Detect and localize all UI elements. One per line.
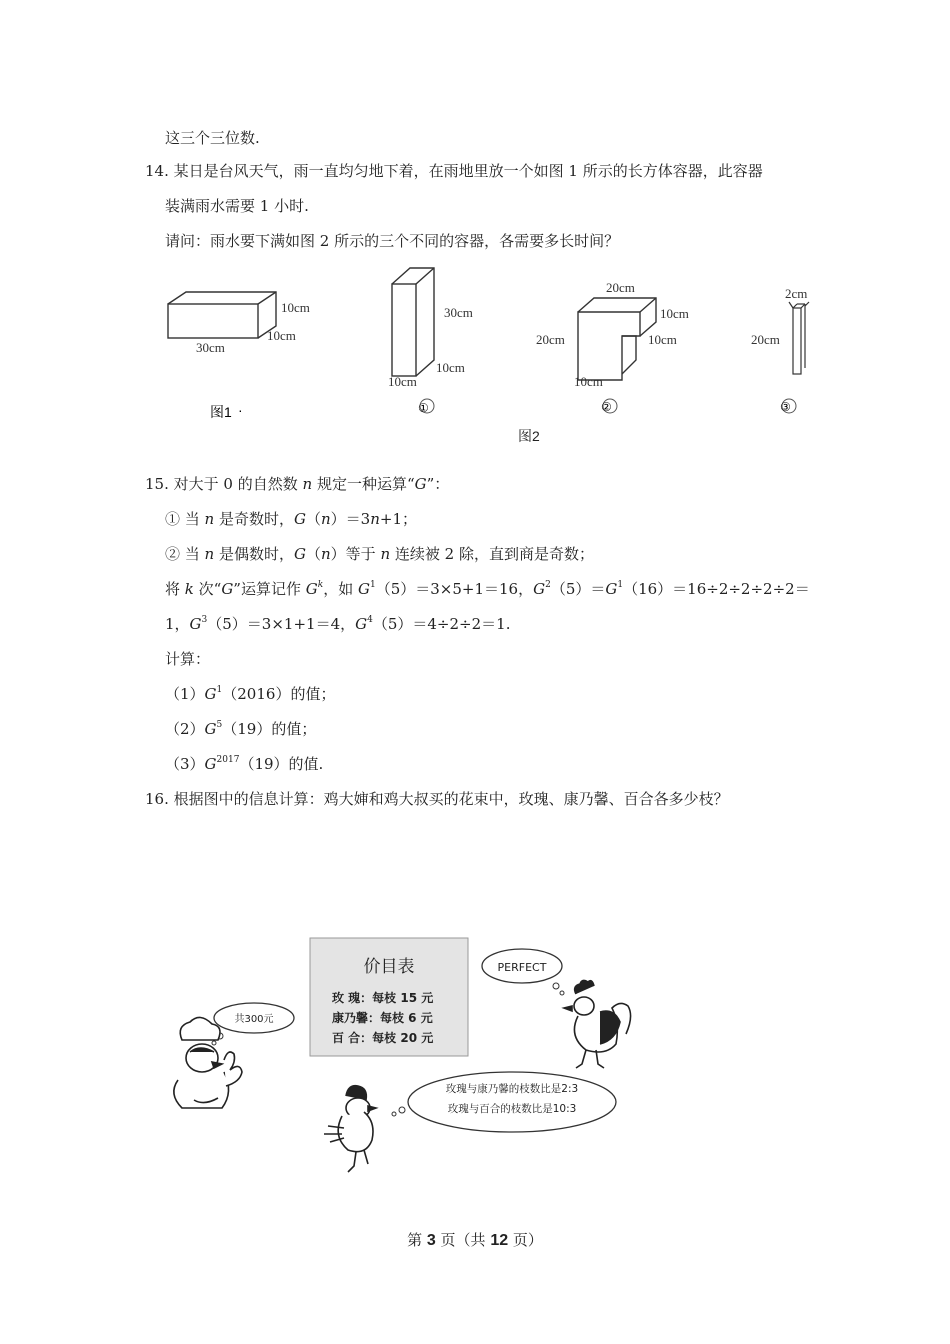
q15-part2 — [165, 719, 316, 739]
figure-1-box — [160, 280, 330, 420]
fig2-caption: 图2 — [518, 428, 540, 444]
fig2-1-caption: ① — [418, 401, 429, 415]
q15-text: ① 当 — [165, 510, 205, 528]
q16-text: 根据图中的信息计算：鸡大婶和鸡大叔买的花束中，玫瑰、康乃馨、百合各多少枝？ — [173, 790, 729, 808]
sup-1: 1 — [617, 580, 624, 590]
bubble-total-text: 共300元 — [234, 1014, 274, 1025]
total-pages: 12 — [490, 1232, 509, 1249]
figure-2-1-tall-box — [380, 262, 500, 422]
q14-text: 某日是台风天气，雨一直均匀地下着，在雨地里放一个如图 1 所示的长方体容器，此容器 — [173, 162, 763, 180]
rooster-icon — [564, 980, 631, 1068]
var-G: G — [294, 545, 306, 563]
q15-example-cont — [165, 614, 510, 634]
fig1-length: 30cm — [196, 340, 225, 355]
fig2-1-length: 10cm — [388, 374, 417, 389]
q15-text: （19）的值； — [222, 720, 317, 738]
var-G: G — [204, 720, 217, 738]
footer-text: 页） — [508, 1231, 543, 1249]
bubble-ratio — [408, 1072, 616, 1132]
hen-with-flowers-icon — [324, 1086, 376, 1172]
q15-text: ② 当 — [165, 545, 205, 563]
q15-text: （1） — [165, 685, 205, 703]
fig2-2-right1: 10cm — [660, 306, 689, 321]
var-n: n — [302, 475, 313, 493]
fig2-3-height: 20cm — [751, 332, 780, 347]
fig1-caption: 图1 — [210, 404, 232, 420]
fig2-3-width: 2cm — [785, 286, 808, 301]
fig1-dot: · — [238, 402, 243, 418]
ratio-line2: 玫瑰与百合的枝数比是10:3 — [447, 1103, 577, 1115]
q14-number: 14. — [145, 162, 169, 180]
q15-rule2 — [165, 544, 594, 564]
q15-rule1 — [165, 509, 417, 529]
q15-text: 1， — [165, 615, 190, 633]
var-n: n — [204, 510, 215, 528]
q15-text: （5）＝ — [550, 580, 606, 598]
var-G: G — [221, 580, 234, 598]
q15-text: ”： — [426, 475, 450, 493]
q15-text: （19）的值. — [239, 755, 324, 773]
fig2-1-width: 10cm — [436, 360, 465, 375]
q15-text: （5）＝4÷2÷2＝1. — [372, 615, 511, 633]
q15-text: 规定一种运算“ — [312, 475, 415, 493]
fig2-2-caption: ② — [601, 400, 612, 414]
var-G: G — [305, 580, 318, 598]
q15-text: 将 — [165, 580, 185, 598]
q15-text: +1； — [379, 510, 418, 528]
var-G: G — [533, 580, 546, 598]
sup-k: k — [317, 580, 324, 590]
sup-1: 1 — [369, 580, 376, 590]
q15-text: ”运算记作 — [233, 580, 306, 598]
var-G: G — [189, 615, 202, 633]
q14-line3: 请问：雨水要下满如图 2 所示的三个不同的容器，各需要多长时间？ — [165, 232, 620, 250]
q15-text: 次“ — [193, 580, 222, 598]
q15-part3 — [165, 754, 323, 774]
figure-2-2-l-shape — [530, 278, 710, 418]
fig2-2-right2: 10cm — [648, 332, 677, 347]
sup-1: 1 — [216, 685, 223, 695]
q15-calc: 计算： — [165, 650, 211, 668]
q15-text: （ — [305, 510, 321, 528]
var-G: G — [204, 755, 217, 773]
bubble-perfect-text: PERFECT — [497, 961, 547, 974]
q15-number: 15. — [145, 475, 169, 493]
q15-text: 连续被 2 除，直到商是奇数； — [390, 545, 594, 563]
fig2-1-height: 30cm — [444, 305, 473, 320]
q16-line — [145, 789, 729, 809]
q15-part1 — [165, 684, 335, 704]
var-n: n — [370, 510, 380, 528]
q15-text: ，如 — [323, 580, 358, 598]
price-carnation: 康乃馨：每枝 6 元 — [332, 1011, 433, 1025]
fig2-3-caption: ③ — [780, 400, 791, 414]
q16-illustration — [160, 930, 650, 1180]
var-n: n — [380, 545, 391, 563]
var-G: G — [605, 580, 618, 598]
sup-2: 2 — [545, 580, 551, 590]
var-G: G — [294, 510, 306, 528]
sup-5: 5 — [216, 720, 223, 730]
figure-2-3-thin-tube — [745, 282, 825, 422]
fig2-2-left: 20cm — [536, 332, 565, 347]
ratio-line1: 玫瑰与康乃馨的枝数比是2:3 — [445, 1083, 579, 1095]
q15-text: 是奇数时， — [214, 510, 294, 528]
q15-text: （3） — [165, 755, 205, 773]
q15-text: （2） — [165, 720, 205, 738]
q13-tail: 这三个三位数. — [165, 129, 260, 147]
sup-3: 3 — [201, 615, 208, 625]
page-number: 3 — [426, 1232, 436, 1249]
var-G: G — [414, 475, 427, 493]
q15-text: （16）＝16÷2÷2÷2÷2＝ — [623, 580, 810, 598]
var-G: G — [357, 580, 370, 598]
var-n: n — [321, 545, 331, 563]
q15-text: （5）＝3×1+1＝4， — [207, 615, 356, 633]
page-footer — [0, 1229, 950, 1250]
q15-text: （2016）的值； — [222, 685, 336, 703]
q15-text: （ — [305, 545, 321, 563]
q15-text: （5）＝3×5+1＝16， — [375, 580, 534, 598]
fig2-2-bottom: 10cm — [574, 374, 603, 389]
sup-4: 4 — [367, 615, 373, 625]
price-rose: 玫 瑰：每枝 15 元 — [332, 991, 434, 1005]
fig2-2-top: 20cm — [606, 280, 635, 295]
q14-line1 — [145, 161, 763, 181]
var-G: G — [204, 685, 217, 703]
q15-text: 对大于 0 的自然数 — [173, 475, 303, 493]
var-n: n — [204, 545, 215, 563]
q15-text: ）＝3 — [330, 510, 371, 528]
var-k: k — [184, 580, 194, 598]
q16-number: 16. — [145, 790, 169, 808]
var-n: n — [321, 510, 331, 528]
price-lily: 百 合：每枝 20 元 — [332, 1031, 434, 1045]
footer-text: 第 — [407, 1231, 427, 1249]
q15-example — [165, 579, 810, 599]
q15-text: ）等于 — [330, 545, 381, 563]
sup-2017: 2017 — [216, 755, 240, 765]
q15-text: 是偶数时， — [214, 545, 294, 563]
footer-text: 页（共 — [435, 1231, 491, 1249]
q15-intro — [145, 474, 449, 494]
price-table-title: 价目表 — [363, 957, 415, 977]
fig1-width: 10cm — [267, 328, 296, 343]
fig1-height: 10cm — [281, 300, 310, 315]
var-G: G — [355, 615, 368, 633]
q14-line2: 装满雨水需要 1 小时. — [165, 197, 309, 215]
